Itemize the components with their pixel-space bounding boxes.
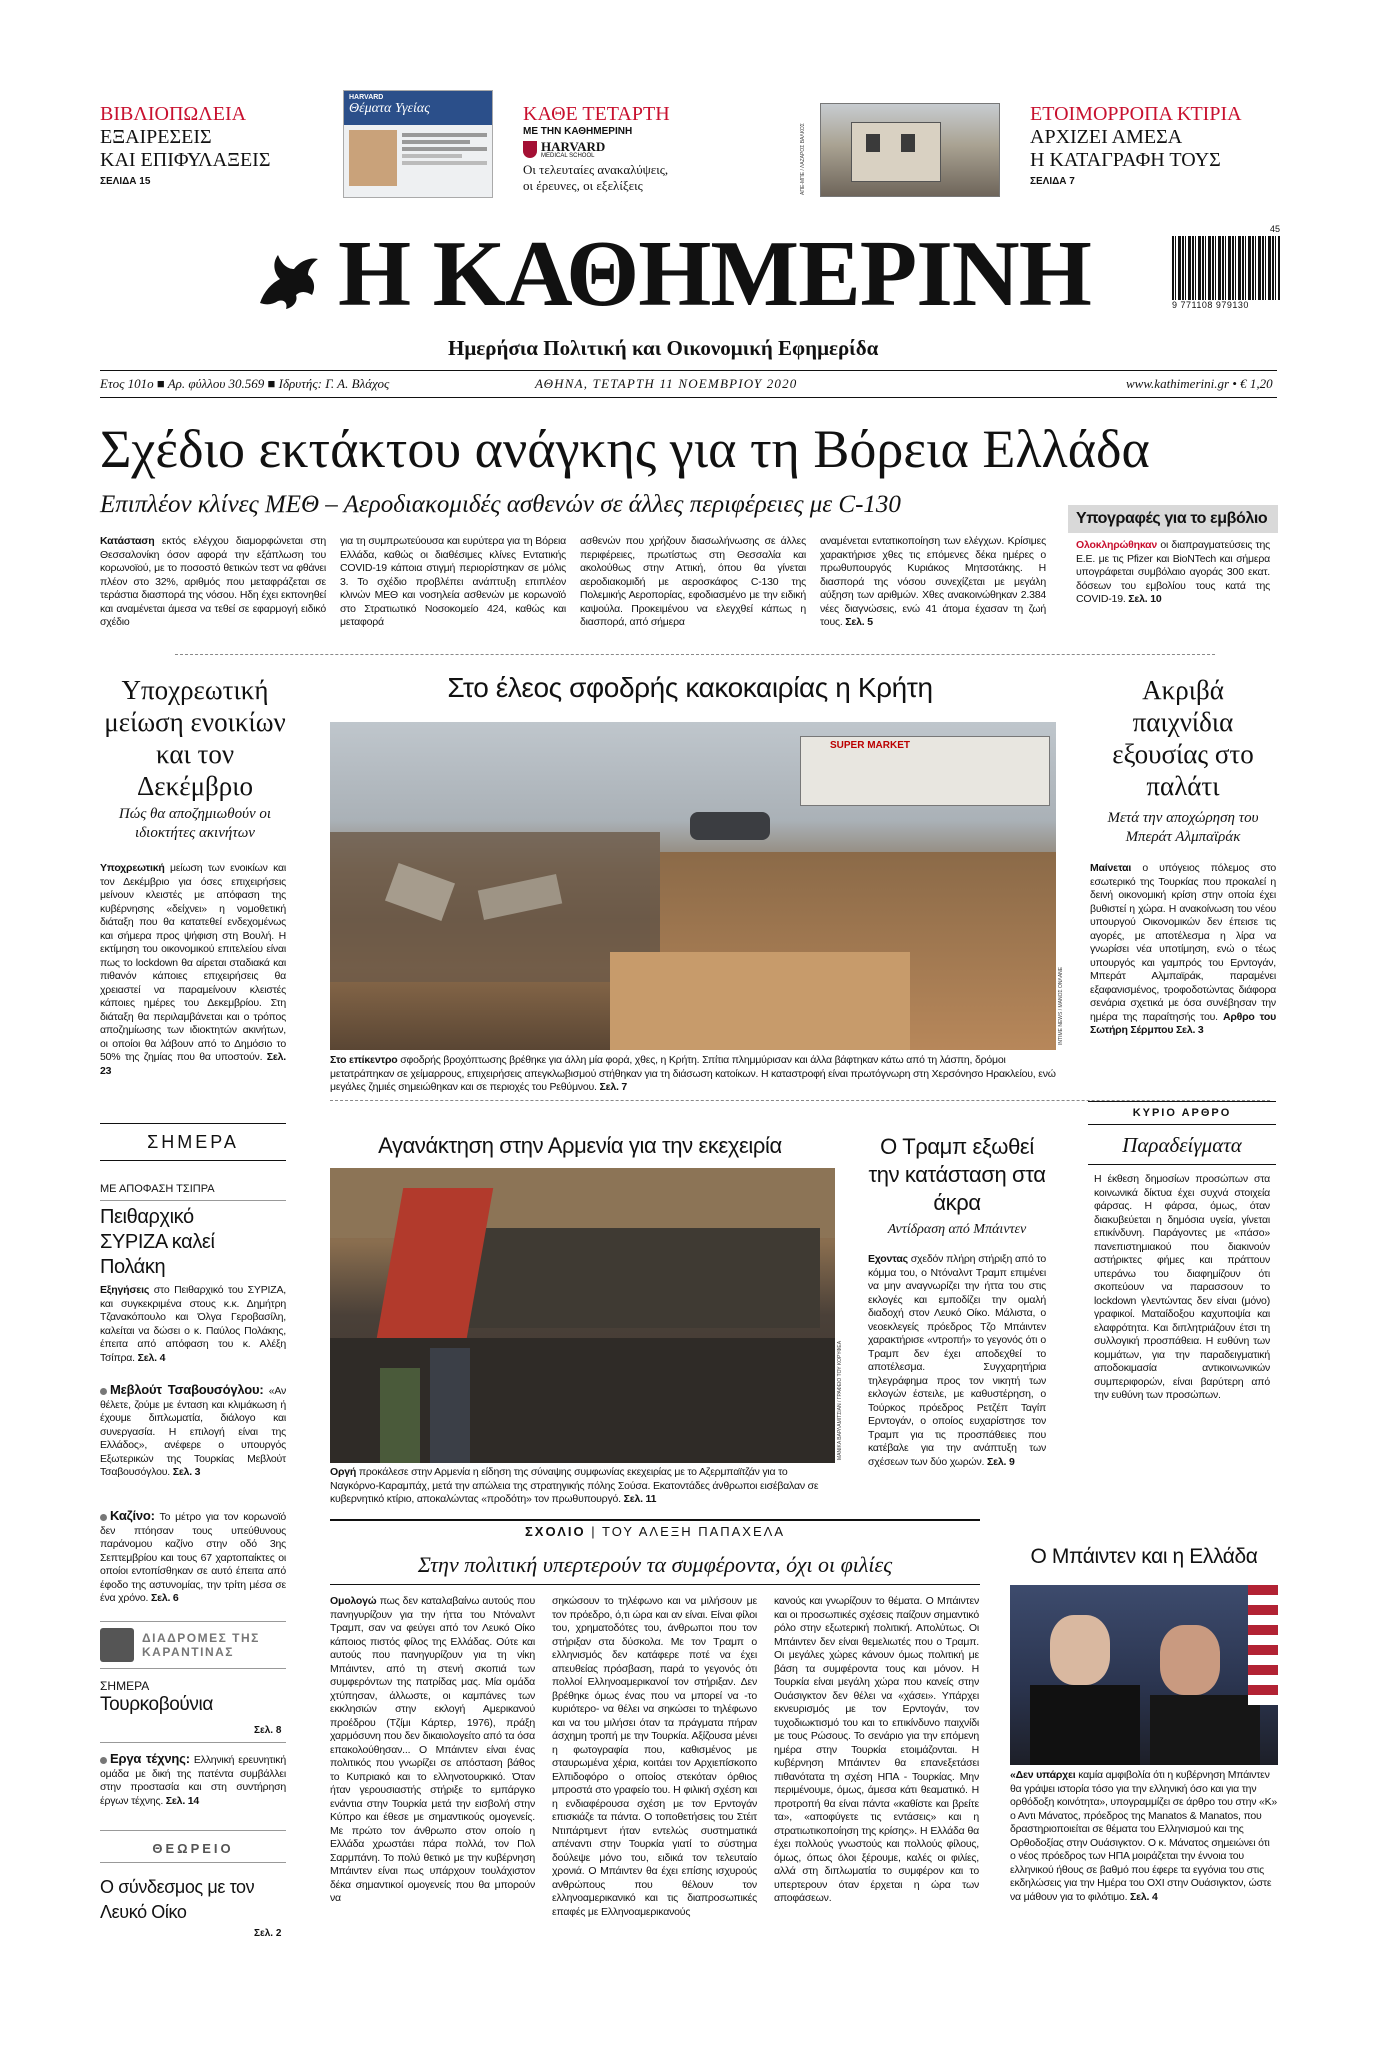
magazine-title: Θέματα Υγείας — [349, 101, 430, 116]
today-item-casino[interactable]: Καζίνο: Το μέτρο για τον κορωνοϊό δεν πτόησαν τους υπεύθυνους παράνομου καζίνο στην οδό 3ης Σεπτεμβρίου και τους 67 χαρτοπαίκτες οι οποίοι εντοπίσθηκαν σε αυτό έπειτα από έφοδο της αστυνομίας, την τρίτη μέσα σε ένα χρόνο. Σελ. 6 — [100, 1508, 286, 1604]
infobar-issue: Ετος 101ο ■ Αρ. φύλλου 30.569 ■ Ιδρυτής: Γ. Α. Βλάχος — [100, 376, 390, 391]
griffin-small-icon — [100, 1628, 134, 1662]
lead-col-3: ασθενών που χρήζουν διασωλήνωσης σε άλλες περιφέρειες, πρωτίστως στη Θεσσαλία και ακολούθως στην Αττική, όπου θα γίνεται αεροδιακομιδή με αεροσκάφος C-130 της Πολεμικής Αεροπορίας, εφοδιασμένο με την ειδική καψούλα. Προκειμένου να ελεγχθεί κάπως η διασπορά, από σήμερα — [580, 535, 806, 628]
rents-deck: Πώς θα αποζημιωθούν οι ιδιοκτήτες ακινήτων — [118, 806, 272, 841]
harvard-brand: HARVARD — [541, 139, 606, 154]
barcode-number: 9 771108 979130 — [1172, 300, 1249, 310]
editorial-label: ΚΥΡΙΟ ΑΡΘΡΟ — [1088, 1101, 1276, 1125]
griffin-logo-icon — [250, 243, 324, 317]
harvard-brand-sub: MEDICAL SCHOOL — [541, 153, 595, 159]
crete-photo — [330, 722, 1056, 1050]
rents-headline: Υποχρεωτική μείωση ενοικίων και τον Δεκέμβριο — [104, 675, 286, 801]
palace-headline: Ακριβά παιχνίδια εξουσίας στο παλάτι — [1112, 675, 1254, 801]
palace-text: Μαίνεται ο υπόγειος πόλεμος στο εσωτερικό της Τουρκίας που προκαλεί η δεινή οικονομική κρίση στην οποία έχει βυθιστεί η χώρα. Η ανακοίνωση του νέου υπουργού Οικονομικών δεν έπεισε τις αγορές, με αποτέλεσμα η λίρα να γνωρίσει νέα υποτίμηση, ενώ ο τέως υπουργός και γαμπρός του Ερντογάν, Μπεράτ Αλμπαϊράκ, παραμένει εξαφανισμένος, τροφοδοτώντας διάφορα σενάρια σχετικά με όσα συνέβησαν την ημέρα της παραίτησής του. Αρθρο του Σωτήρη Σέρμπου Σελ. 3 — [1090, 862, 1277, 1036]
quarantine-banner[interactable] — [100, 1621, 286, 1669]
teaser-bookshops-title: ΒΙΒΛΙΟΠΩΛΕΙΑ — [100, 103, 247, 125]
trump-headline: Ο Τραμπ εξωθεί την κατάσταση στα άκρα — [868, 1134, 1046, 1215]
teaser-harvard[interactable] — [523, 103, 753, 194]
vaccine-box-title: Υπογραφές για το εμβόλιο — [1068, 505, 1278, 533]
today-item-cavusoglu[interactable]: Μεβλούτ Τσαβουσόγλου: «Αν θέλετε, ζούμε με ένταση και κλιμάκωση ή έχουμε διπλωματία, διάλογο και συνεργασία. Η επιλογή είναι της Ελλάδος», ανέφερε ο υπουργός Εξωτερικών της Τουρκίας Μεβλούτ Τσαβουσόγλου. Σελ. 3 — [100, 1382, 286, 1478]
armenia-caption: Οργή προκάλεσε στην Αρμενία η είδηση της σύναψης συμφωνίας εκεχειρίας με το Αζερμπαϊτζάν για το Ναγκόρνο-Καραμπάχ, μετά την απώλεια της στρατηγικής πόλης Σούσα. Εκατοντάδες άνθρωποι εισέβαλαν σε κυβερνητικό κτίριο, αποκαλώντας «προδότη» τον πρωθυπουργό. Σελ. 11 — [330, 1466, 819, 1505]
biden-caption: «Δεν υπάρχει καμία αμφιβολία ότι η κυβέρνηση Μπάιντεν θα γράψει ιστορία τόσο για την ελληνική όσο και για την ορθόδοξη κοινότητα», υπογραμμίζει σε άρθρο του στην «Κ» ο Αντι Μάνατος, πρόεδρος της Manatos & Manatos, που δραστηριοποιείται σε θέματα του Ελληνισμού και της Ορθοδοξίας στην Ουάσιγκτον. Ο κ. Μάνατος σημειώνει ότι ο νέος πρόεδρος των ΗΠΑ μοιράζεται την έννοια του ελληνικού ήθους σε βαθμό που έφερε τα εγγόνια του στις εκδηλώσεις για την Ημέρα του ΟΧΙ στην Ουάσιγκτον, ώστε να μάθουν για το φιλότιμο. Σελ. 4 — [1010, 1769, 1278, 1903]
bullet-icon — [100, 1757, 107, 1764]
lead-deck: Επιπλέον κλίνες ΜΕΘ – Αεροδιακομιδές ασθενών σε άλλες περιφέρειες με C-130 — [100, 491, 901, 518]
crete-headline: Στο έλεος σφοδρής κακοκαιρίας η Κρήτη — [447, 672, 933, 703]
teaser-buildings-title: ΕΤΟΙΜΟΡΡΟΠΑ ΚΤΙΡΙΑ — [1030, 103, 1242, 125]
lead-col-2: για τη συμπρωτεύουσα και ευρύτερα για τη Βόρεια Ελλάδα, καθώς οι διαθέσιμες κλίνες Εντατικής COVID-19 κάποια στιγμή περιορίστηκαν σε μόλις 3. Το σχέδιο προβλέπει ανάπτυξη επιπλέον κλινών ΜΕΘ και νοσηλεία ασθενών με κορωνοϊό στο Στρατιωτικό Νοσοκομείο 424, καθώς και μεταφορά — [340, 535, 566, 628]
barcode-issue: 45 — [1269, 224, 1280, 234]
crete-caption: Στο επίκεντρο σφοδρής βροχόπτωσης βρέθηκε για άλλη μία φορά, χθες, η Κρήτη. Σπίτια πλημμύρισαν και άλλα βάφτηκαν κάτω από τη λάσπη, δρόμοι μετατράπηκαν σε χείμαρρους, επιχειρήσεις απεγκλωβισμού στήθηκαν για τη διάσωση κατοίκων. Η καταστροφή είναι πρωτόγνωρη στη Χερσόνησο Ηρακλείου, ενώ μεγάλες ζημιές σημειώθηκαν και σε περιοχές του Ρεθύμνου. Σελ. 7 — [330, 1054, 1056, 1093]
today-item-art[interactable]: Εργα τέχνης: Ελληνική ερευνητική ομάδα με δική της πατέντα συμβάλλει στην προστασία και στη συντήρηση έργων τέχνης. Σελ. 14 — [100, 1751, 286, 1807]
editorial-text: Η έκθεση δημοσίων προσώπων στα κοινωνικά δίκτυα έχει συχνά στοιχεία φάρσας. Η φάρσα, όμως, όταν διακυβεύεται η δημόσια υγεία, γίνεται επικίνδυνη. Παράγοντες με «πάσο» πανεπιστημιακού που διακινούν αστήρικτες φήμες και πράττουν υπεράνω του διαφημίζουν ότι σκοπεύουν να παρασσουν το lockdown γλεντώντας δεν είναι (μόνο) γραφικοί. Ματαίδοξου καχυποψία και ελαφρότητα. Και διπλητριάζουν έτσι τη συλλογική προσπάθεια. Η ευθύνη των κομμάτων, για την παραδειγματική αποδοκιμασία αντικοινωνικών συμπεριφορών, είναι βαρύτερη από την ευθύνη των προσώπων. — [1094, 1173, 1270, 1401]
teaser-buildings-line2: ΑΡΧΙΖΕΙ ΑΜΕΣΑ — [1030, 126, 1183, 148]
today-headline: Πειθαρχικό ΣΥΡΙΖΑ καλεί Πολάκη — [100, 1206, 215, 1278]
crete-photo-credit: INTIME NEWS / ΜΑΝΟΣ ΟΝΛΑΝΕ — [1058, 966, 1064, 1045]
trump-text: Εχοντας σχεδόν πλήρη στήριξη από το κόμμα του, ο Ντόναλντ Τραμπ επιμένει να μην αναγνωρίζει την ήττα του στις εκλογές και εμποδίζει την ομαλή διαδοχή στον Λευκό Οίκο. Μάλιστα, ο νεοεκλεγείς πρόεδρος Τζο Μπάιντεν χαρακτήρισε «ντροπή» το γεγονός ότι ο Τραμπ δεν έχει αποδεχθεί το αποτέλεσμα. Συγχαρητήρια τηλεγράφημα προς τον νικητή των εκλογών έστειλε, με καθυστέρηση, ο Τούρκος πρόεδρος Ρετζέπ Ταγίπ Ερντογάν, ο οποίος ευχαρίστησε τον Τραμπ για τις προσπάθειες που κατέβαλε για την ανάπτυξη των σχέσεων των δύο χωρών. Σελ. 9 — [868, 1253, 1046, 1468]
comment-label: ΣΧΟΛΙΟ | ΤΟΥ ΑΛΕΞΗ ΠΑΠΑΧΕΛΑ — [524, 1524, 786, 1539]
vaccine-box-text: Ολοκληρώθηκαν οι διαπραγματεύσεις της Ε.Ε. με τις Pfizer και BioNTech και σήμερα υπογράφεται συμβόλαιο αγοράς 300 εκατ. δόσεων του εμβολίου τους κατά της COVID-19. Σελ. 10 — [1076, 539, 1270, 605]
armenia-headline: Αγανάκτηση στην Αρμενία για την εκεχειρία — [378, 1133, 782, 1158]
theory-label: ΘΕΩΡΕΙΟ — [152, 1841, 234, 1856]
biden-photo — [1010, 1585, 1278, 1765]
vaccine-box[interactable] — [1068, 505, 1278, 630]
today-item-syriza[interactable]: Εξηγήσεις στο Πειθαρχικό του ΣΥΡΙΖΑ, και συγκεκριμένα στους κ.κ. Δημήτρη Τζανακόπουλο και Όλγα Γεροβασίλη, καλείται να δώσει ο κ. Παύλος Πολάκης, έπειτα από απόφαση του κ. Αλέξη Τσίπρα. Σελ. 4 — [100, 1284, 286, 1364]
teaser-harvard-desc2: οι έρευνες, οι εξελίξεις — [523, 178, 643, 193]
palace-deck: Μετά την αποχώρηση του Μπεράτ Αλμπαϊράκ — [1107, 810, 1259, 845]
comment-col-2: σηκώσουν το τηλέφωνο και να μιλήσουν με τον πρόεδρο, ό,τι ώρα και αν είναι. Είναι φίλοι του, χρηματοδότες του, άνθρωποι που τον στήριξαν στα δύσκολα. Με τον Τραμπ ο ελληνισμός δεν κατάφερε ποτέ να έχει απευθείας πρόσβαση, παρά το γεγονός ότι πολλοί Ελληνοαμερικανοί τον στήριξαν. Δεν βρέθηκε όμως ένας που να μπορεί να -το κυριότερο- να θέλει να σηκώσει το τηλέφωνο και να του μιλήσει όταν τα πράγματα πήραν άσχημη τροπή με την Τουρκία. Αξίζουσα μένει η φωτογραφία που, καθισμένος με σταυρωμένα χέρια, κοιτάει τον Αρχιεπίσκοπο Ελπιδοφόρο ο οποίος στεκόταν όρθιος μπροστά στο γραφείο του. Η φιλική σχέση και η ενδιαφέρουσα σχέση με τον Ερντογάν επισκιάζε τα πάντα. Ο τοποθετήσεις του Στέιτ Ντιπάρτμεντ ήταν εντελώς συστηματικά απέναντι στην Τουρκία γιατί το σύστημα δούλεψε μόνο του, ειδικά τον τελευταίο χρονιά. Ο Μπάιντεν θα έχει επίσης ισχυρούς ανθρώπους που θέλουν τον ελληνοαμερικανικό και τις διαπροσωπικές επαφές με Ελληνοαμερικανούς — [552, 1595, 757, 1918]
crete-photo-sign: SUPER MARKET — [830, 740, 911, 751]
teaser-buildings-page: ΣΕΛΙΔΑ 7 — [1030, 176, 1075, 187]
lead-col-1: Κατάσταση εκτός ελέγχου διαμορφώνεται στη Θεσσαλονίκη όσον αφορά την εξάπλωση του κορωνοϊού, με το ποσοστό θετικών τεστ να φθάνει πλέον στο 32%, αριθμός που μεταφράζεται σε τεράστια διασπορά της νόσου. Ηδη έχει εκπονηθεί και αναμένεται άμεσα να τεθεί σε εφαρμογή ειδικό σχέδιο — [100, 535, 326, 628]
bullet-icon — [100, 1514, 107, 1521]
teaser-bookshops-line3: ΚΑΙ ΕΠΙΦΥΛΑΞΕΙΣ — [100, 149, 271, 171]
lead-headline: Σχέδιο εκτάκτου ανάγκης για τη Βόρεια Ελλάδα — [100, 419, 1150, 479]
infobar-website[interactable]: www.kathimerini.gr • € 1,20 — [1126, 376, 1273, 391]
teaser-harvard-magazine-image — [343, 90, 493, 198]
harvard-shield-icon — [523, 141, 537, 158]
comment-col-1: Ομολογώ πως δεν καταλαβαίνω αυτούς που πανηγυρίζουν για την ήττα του Ντόναλντ Τραμπ, σαν να φεύγει από τον Λευκό Οίκο κάποιος πιστός φίλος της Ελλάδας. Ούτε και αυτούς που πανηγυρίζουν για τη νίκη Μπάιντεν, από τη στενή σκοπιά των συμφερόντων της πατρίδας μας. Μία ομάδα χτύπησαν, άλλωστε, οι καμπάνες των εκκλησιών στην εκλογή Αμερικανού προέδρου (Τζίμι Κάρτερ, 1976), πράξη χαρμόσυνη που δεν δικαιολογείτο από τα όσα επακολούθησαν... Ο Μπάιντεν είναι ένας πολιτικός που γνωρίζει σε απόσταση βάθος το Κυπριακό και το ελληνοτουρκικό. Όταν ήταν γερουσιαστής στήριξε το εμπάργκο ενάντια στην Τουρκία μετά την εισβολή στην Κύπρο και έθεσε με σημαντικούς ομογενείς. Με πρώτο τον άνθρωπο στον οποίο η Ελλάδα χρωστάει πάρα πολλά, τον Πολ Σαρμπάνη. Το πολύ θετικό με την κυβέρνηση Μπάιντεν είναι πως υπάρχουν τουλάχιστον δέκα σημαντικοί ομογενείς που θα μπορούν να — [330, 1595, 535, 1904]
quarantine-today: ΣΗΜΕΡΑ — [100, 1679, 150, 1693]
teaser-bookshops[interactable] — [100, 103, 330, 187]
infobar-date: ΑΘΗΝΑ, ΤΕΤΑΡΤΗ 11 ΝΟΕΜΒΡΙΟΥ 2020 — [535, 376, 798, 391]
barcode — [1172, 224, 1282, 314]
teaser-harvard-sub: ΜΕ ΤΗΝ ΚΑΘΗΜΕΡΙΝΗ — [523, 126, 633, 137]
teaser-buildings-photo — [820, 103, 1000, 197]
comment-title: Στην πολιτική υπερτερούν τα συμφέροντα, όχι οι φιλίες — [417, 1552, 893, 1577]
trump-deck: Αντίδραση από Μπάιντεν — [887, 1222, 1027, 1237]
armenia-photo-credit: ΜΑΝΙΚΑ ΒΑΡΛΑΜΙΤΣΙΑΝ / ΓΡΑΦΕΙΟ ΤΟΥ ΚΟΡΥΦΕΑ — [837, 1340, 843, 1460]
armenia-photo — [330, 1168, 835, 1463]
masthead-title: Η ΚΑΘΗΜΕΡΙΝΗ — [338, 222, 1091, 326]
quarantine-label: ΔΙΑΔΡΟΜΕΣ ΤΗΣ ΚΑΡΑΝΤΙΝΑΣ — [142, 1631, 260, 1659]
comment-col-3: κανούς και γνωρίζουν το θέματα. Ο Μπάιντεν και οι προσωπικές σχέσεις παίζουν σημαντικό ρόλο στην εξωτερική πολιτική. Απολύτως. Οι Μπάιντεν δεν είναι θεμελιωτές που ο Τραμπ. Οι μεγάλες χώρες κάνουν όμως πολιτική με βάση τα συμφέροντα τους και μόνον. Η Τουρκία είναι μεγάλη χώρα που κανείς στην Ουάσιγκτον δεν θέλει να «χάσει». Υπάρχει εκνευρισμός με τον Ερντογάν, τον τυχοδιωκτισμό του και το επικίνδυνο παιχνίδι με τους Ρώσους. Το σενάριο για την επόμενη ημέρα στην Τουρκία ετοιμάζονται. Η κυβέρνηση Μπάιντεν θα επανεξετάσει πιθανότατα τη σχέση ΗΠΑ - Τουρκίας. Μην περιμένουμε, όμως, άμεσα κάτι θεαματικό. Η προτροπή θα είναι πάντα «καθίστε και βρείτε τα», «αποφύγετε τις εντάσεις» και η στρατιωτικοποίηση της κρίσης». Η Ελλάδα θα έχει πολλούς γνωστούς και πολλούς φίλους, όμως, όπως όλοι ξέρουμε, καλές οι φιλίες, αλλά στη διπλωματία το συμφέρον και το υπερτερουν όταν έρχεται η ώρα των αποφάσεων. — [774, 1595, 979, 1904]
quarantine-ref: Σελ. 8 — [254, 1725, 282, 1736]
theory-title[interactable]: Ο σύνδεσμος με τον Λευκό Οίκο — [100, 1877, 255, 1922]
bullet-icon — [100, 1388, 107, 1395]
teaser-buildings[interactable] — [1030, 103, 1270, 187]
theory-ref: Σελ. 2 — [254, 1928, 282, 1939]
rents-text: Υποχρεωτική μείωση των ενοικίων και τον Δεκέμβριο για όσες επιχειρήσεις μείνουν κλειστές με απόφαση της κυβέρνησης «δείχνει» η νομοθετική διάταξη που θα κατατεθεί ενδεχομένως και σήμερα προς ψήφιση στη Βουλή. Η εκτίμηση του οικονομικού επιτελείου είναι πως το lockdown θα αίρεται σταδιακά και πιθανόν κάποιες επιχειρήσεις θα χρειαστεί να παραμείνουν κλειστές κάποιες ημέρες του Δεκεμβρίου. Στη διάταξη θα περιλαμβάνεται και ο τρόπος αποζημίωσης των ιδιοκτητών ακινήτων, οι οποίοι θα λάβουν από το Δημόσιο το 50% της ζημίας που θα υποστούν. Σελ. 23 — [100, 862, 286, 1077]
today-kicker: ΜΕ ΑΠΟΦΑΣΗ ΤΣΙΠΡΑ — [100, 1183, 215, 1195]
magazine-brand: HARVARD — [349, 94, 384, 101]
teaser-bookshops-page: ΣΕΛΙΔΑ 15 — [100, 176, 151, 187]
today-label: ΣΗΜΕΡΑ — [147, 1132, 239, 1152]
quarantine-place: Τουρκοβούνια — [100, 1694, 213, 1715]
teaser-buildings-credit: ΑΠΕ-ΜΠΕ / ΛΑΖΑΡΟΣ ΒΑΛΚΟΣ — [800, 123, 806, 195]
teaser-harvard-title: ΚΑΘΕ ΤΕΤΑΡΤΗ — [523, 103, 670, 125]
editorial-title: Παραδείγματα — [1088, 1125, 1276, 1165]
teaser-buildings-line3: Η ΚΑΤΑΓΡΑΦΗ ΤΟΥΣ — [1030, 149, 1221, 171]
teaser-harvard-desc1: Οι τελευταίες ανακαλύψεις, — [523, 162, 669, 177]
teaser-bookshops-line2: ΕΞΑΙΡΕΣΕΙΣ — [100, 126, 212, 148]
biden-headline: Ο Μπάιντεν και η Ελλάδα — [1030, 1545, 1258, 1568]
lead-col-1-lead: Κατάσταση — [100, 535, 155, 547]
masthead-subtitle: Ημερήσια Πολιτική και Οικονομική Εφημερίδα — [448, 336, 879, 360]
lead-col-4: αναμένεται εντατικοποίηση των ελέγχων. Κρίσιμες χαρακτήρισε χθες τις επόμενες δέκα ημέρες ο πρωθυπουργός Κυριάκος Μητσοτάκης. Η διασπορά της νόσου συνεχίζεται με μεγάλη αύξηση των αριθμών. Χθες ανακοινώθηκαν 2.384 νέες διαγνώσεις, ενώ 41 άτομα έχασαν τη ζωή τους. Σελ. 5 — [820, 535, 1046, 628]
editorial-box — [1088, 1101, 1276, 1401]
lead-page-ref[interactable]: Σελ. 5 — [845, 616, 873, 628]
